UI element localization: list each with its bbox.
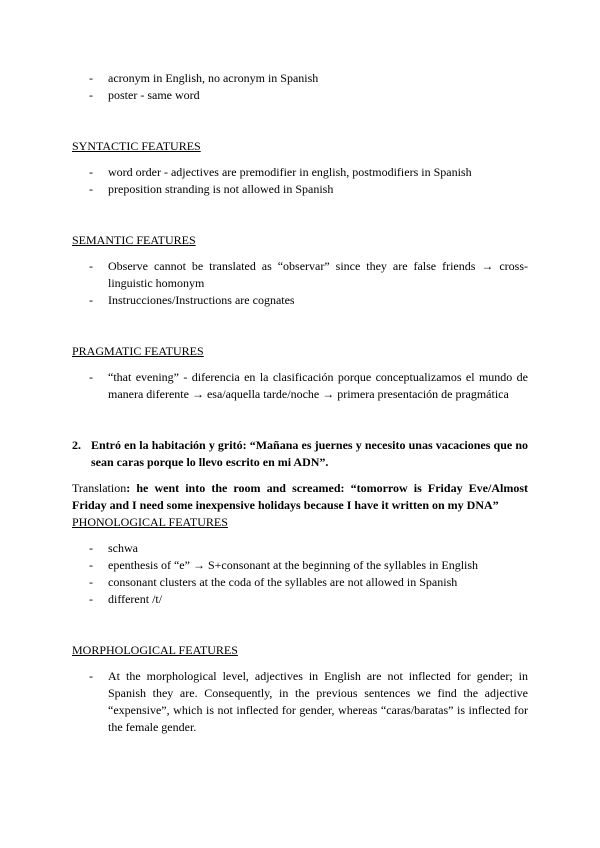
phonological-list bbox=[72, 540, 528, 608]
document-page bbox=[72, 70, 528, 736]
list-item: - At the morphological level, adjectives in English are not inflected for gender; in Spanish they are. Consequently, in the previous sentences we find the adjective “expensive”, which is not inflected for gender, whereas “caras/baratas” is inflected for the female gender. bbox=[72, 668, 528, 736]
example-number: 2. bbox=[72, 438, 81, 452]
list-item: - Observe cannot be translated as “observar” since they are false friends → cross-linguistic homonym bbox=[72, 258, 528, 292]
list-item: - epenthesis of “e” → S+consonant at the beginning of the syllables in English bbox=[72, 557, 528, 574]
example-2 bbox=[72, 437, 528, 471]
list-item: - consonant clusters at the coda of the syllables are not allowed in Spanish bbox=[72, 574, 528, 591]
translation-label: Translation bbox=[72, 481, 127, 495]
example-sentence: Entró en la habitación y gritó: “Mañana es juernes y necesito unas vacaciones que no sean caras porque lo llevo escrito en mi ADN”. bbox=[91, 438, 528, 469]
list-item: - schwa bbox=[72, 540, 528, 557]
intro-list bbox=[72, 70, 528, 104]
list-item: - Instrucciones/Instructions are cognates bbox=[72, 292, 528, 309]
pragmatic-heading: PRAGMATIC FEATURES bbox=[72, 344, 204, 358]
list-item: - word order - adjectives are premodifier in english, postmodifiers in Spanish bbox=[72, 164, 528, 181]
list-item: - “that evening” - diferencia en la clasificación porque conceptualizamos el mundo de manera diferente → esa/aquella tarde/noche → primera presentación de pragmática bbox=[72, 369, 528, 403]
morphological-list bbox=[72, 668, 528, 736]
list-item: - poster - same word bbox=[72, 87, 528, 104]
morphological-heading: MORPHOLOGICAL FEATURES bbox=[72, 643, 238, 657]
phonological-heading: PHONOLOGICAL FEATURES bbox=[72, 515, 228, 529]
translation-paragraph bbox=[72, 480, 528, 514]
syntactic-list bbox=[72, 164, 528, 198]
syntactic-heading: SYNTACTIC FEATURES bbox=[72, 139, 201, 153]
semantic-list bbox=[72, 258, 528, 309]
semantic-heading: SEMANTIC FEATURES bbox=[72, 233, 196, 247]
list-item: - different /t/ bbox=[72, 591, 528, 608]
translation-colon: : bbox=[126, 481, 131, 495]
list-item: - preposition stranding is not allowed in Spanish bbox=[72, 181, 528, 198]
pragmatic-list bbox=[72, 369, 528, 403]
list-item: - acronym in English, no acronym in Spanish bbox=[72, 70, 528, 87]
translation-text: he went into the room and screamed: “tomorrow is Friday Eve/Almost Friday and I need some inexpensive holidays because I have it written on my DNA” bbox=[72, 481, 528, 512]
